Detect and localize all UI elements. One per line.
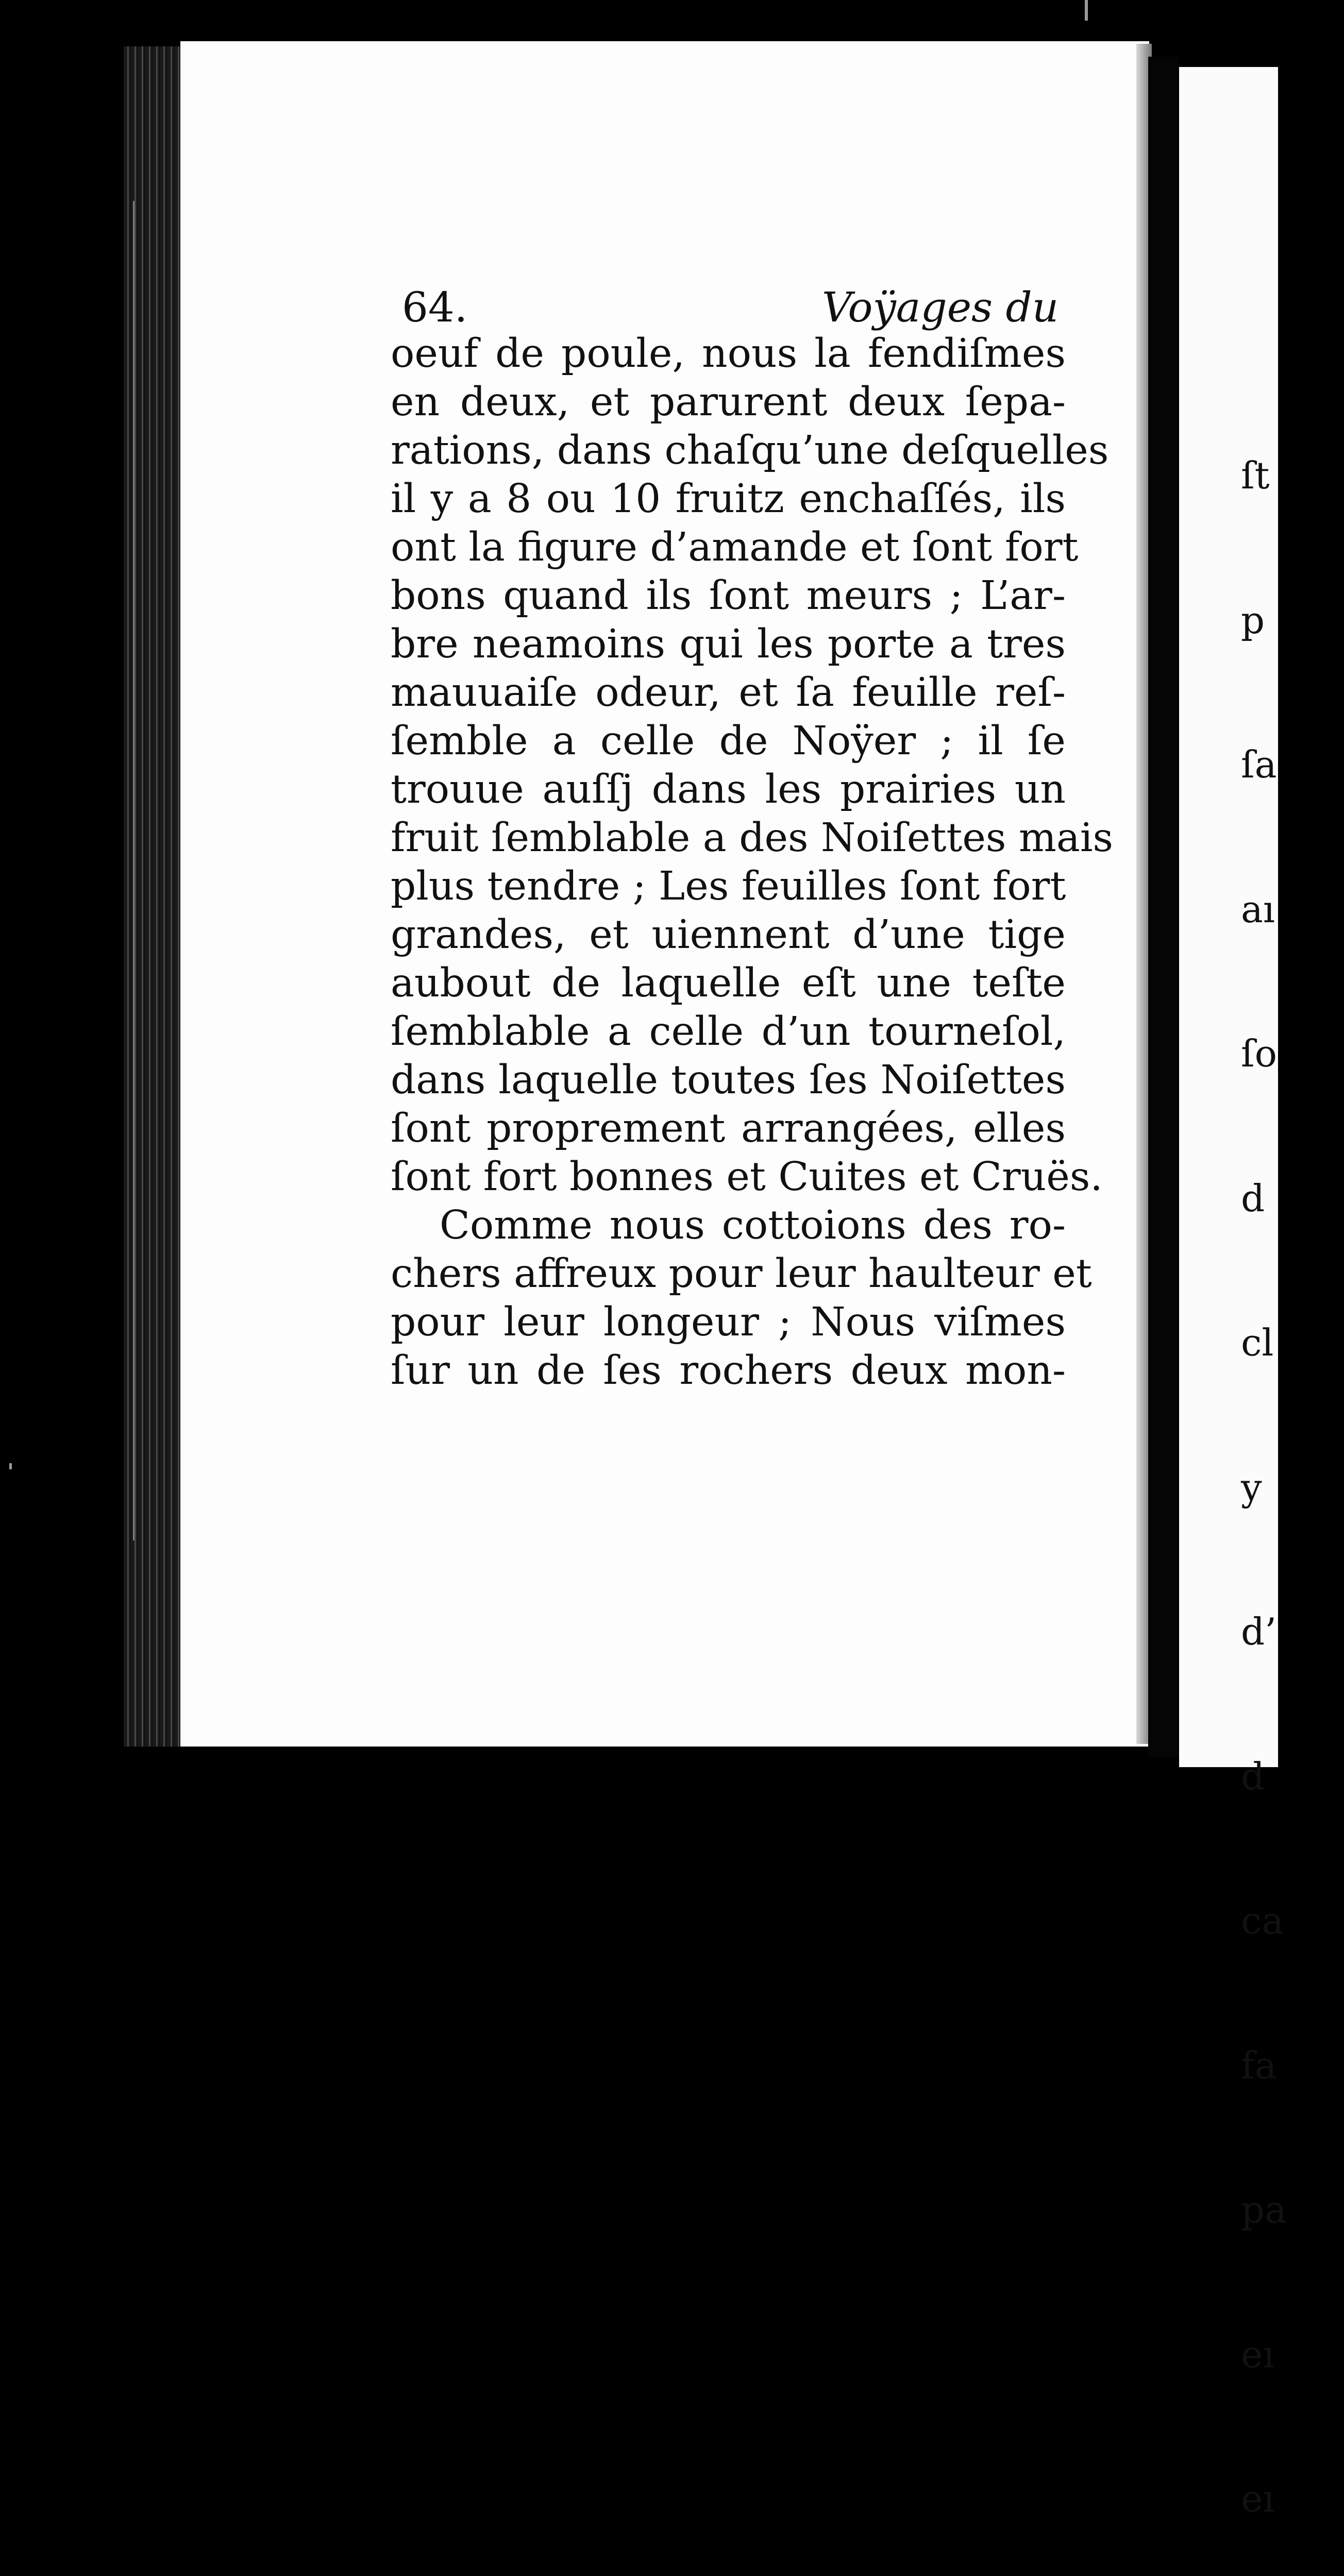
text-line: mauuaiſe odeur, et ſa feuille reſ-: [391, 670, 1066, 716]
text-line: grandes, et uiennent d’une tige: [391, 912, 1066, 958]
text-line: ſemblable a celle d’un tourneſol,: [391, 1009, 1066, 1055]
text-line: ſont fort bonnes et Cuites et Cruës.: [391, 1154, 1103, 1200]
text-line: ont la figure d’amande et ſont fort: [391, 524, 1079, 570]
facing-line: cl: [1241, 1321, 1274, 1364]
text-line: pour leur longeur ; Nous viſmes: [391, 1299, 1066, 1345]
text-line: fruit ſemblable a des Noiſettes mais: [391, 815, 1113, 861]
page-number: 64.: [402, 283, 468, 331]
facing-line: d: [1241, 1754, 1265, 1798]
text-line: en deux, et parurent deux ſepa-: [391, 379, 1066, 425]
facing-line: ca: [1241, 1899, 1284, 1942]
facing-line: eı: [1241, 2332, 1275, 2376]
text-line: il y a 8 ou 10 fruitz enchaſſés, ils: [391, 476, 1066, 522]
facing-line: ſa: [1241, 743, 1277, 786]
running-title: Voÿages du: [822, 283, 1059, 331]
facing-page: [1179, 67, 1287, 2520]
facing-page-text: [1241, 355, 1344, 2576]
text-line: dans laquelle toutes ſes Noiſettes: [391, 1057, 1066, 1103]
text-line: aubout de laquelle eſt une teſte: [391, 960, 1066, 1006]
book-gutter: [1148, 57, 1179, 1757]
text-line: ſont proprement arrangées, elles: [391, 1106, 1066, 1151]
text-line: oeuf de poule, nous la fendiſmes: [391, 331, 1066, 377]
facing-line: y: [1241, 1465, 1262, 1509]
body-text: [391, 330, 1113, 1395]
text-line: rations, dans chaſqu’une deſquelles: [391, 428, 1109, 473]
text-line: bre neamoins qui les porte a tres: [391, 621, 1066, 667]
text-line: trouue auſſj dans les prairies un: [391, 767, 1066, 812]
facing-line: aı: [1241, 887, 1275, 931]
text-line: bons quand ils ſont meurs ; L’ar-: [391, 573, 1066, 619]
text-line: Comme nous cottoions des ro-: [440, 1202, 1066, 1248]
text-line: chers affreux pour leur haulteur et: [391, 1251, 1092, 1297]
facing-line: eı: [1241, 2477, 1275, 2520]
text-line: ſur un de ſes rochers deux mon-: [391, 1348, 1066, 1394]
facing-line: ſt: [1241, 454, 1270, 497]
facing-line: p: [1241, 598, 1265, 642]
text-line: plus tendre ; Les feuilles ſont fort: [391, 863, 1066, 909]
facing-line: d’: [1241, 1610, 1276, 1653]
facing-line: d: [1241, 1176, 1265, 1220]
facing-line: fa: [1241, 2043, 1277, 2087]
scan-artifact: [1085, 0, 1088, 21]
facing-line: pa: [1241, 2188, 1287, 2231]
facing-line: ſo: [1241, 1032, 1277, 1075]
page-edges: [124, 46, 186, 1747]
scan-artifact: [9, 1463, 12, 1469]
text-line: ſemble a celle de Noÿer ; il ſe: [391, 718, 1066, 764]
